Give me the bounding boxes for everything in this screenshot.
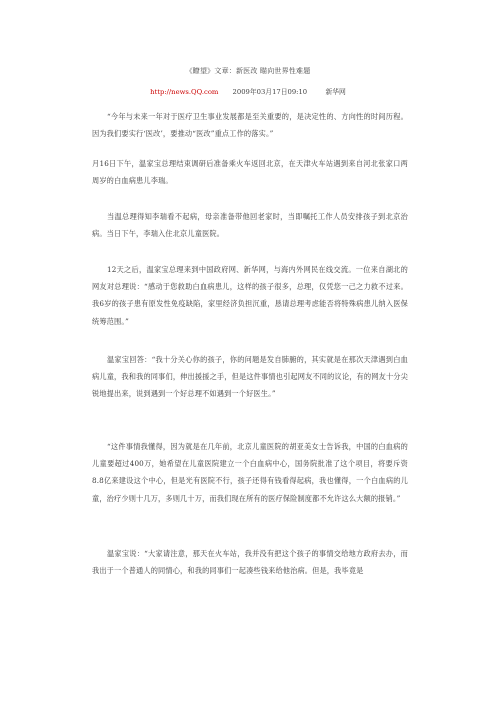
paragraph: 月16日下午，温家宝总理结束调研后准备乘火车返回北京，在天津火车站遇到来自河北张家口两周岁的白血病患儿李瑞。 xyxy=(92,159,408,186)
paragraph: 温家宝说：“大家请注意，那天在火车站，我并没有把这个孩子的事情交给地方政府去办，而我出于一个普通人的同情心，和我的同事们一起凑些钱来给他治病。但是，我毕竟是 xyxy=(92,549,408,576)
paragraph: “今年与未来一年对于医疗卫生事业发展都是至关重要的，是决定性的、方向性的时间历程。因为我们要实行‘医改’，要推动“医改”重点工作的落实。” xyxy=(92,112,408,139)
article-title: 《瞭望》文章：新医改 瞄向世界性难题 xyxy=(185,67,311,75)
article-meta xyxy=(0,86,496,96)
source-name: 新华网 xyxy=(325,88,346,96)
paragraph: 12天之后，温家宝总理来到中国政府网、新华网，与海内外网民在线交流。一位来自湖北的网友对总理说：“感动于您救助白血病患儿，这样的孩子很多，总理，仅凭您一己之力救不过来。我6岁的孩子患有原发性免疫缺陷，家里经济负担沉重，恳请总理考虑能否将特殊病患儿纳入医保统筹范围。” xyxy=(92,265,408,326)
publish-date: 2009年03月17日09:10 xyxy=(232,88,308,96)
paragraph: 当温总理得知李瑞看不起病，母亲准备带他回老家时，当即嘱托工作人员安排孩子到北京治病。当日下午，李瑞入住北京儿童医院。 xyxy=(92,212,408,239)
paragraph: “这件事情我懂得，因为就是在几年前，北京儿童医院的胡亚美女士告诉我，中国的白血病的儿童要超过400万，她希望在儿童医院建立一个白血病中心，国务院批准了这个项目，将要斥资8.8亿来建设这个中心，但是光有医院不行，孩子还得有钱看得起病，我也懂得，一个白血病的儿童，治疗少则十几万，多则几十万，而我们现在所有的医疗保险制度都不允许这么大额的报销。” xyxy=(92,442,408,503)
source-link[interactable]: http://news.QQ.com xyxy=(150,88,219,96)
paragraph: 温家宝回答：“我十分关心你的孩子，你的问题是发自肺腑的，其实就是在那次天津遇到白血病儿童，我和我的同事们，伸出援援之手，但是这件事情也引起网友不同的议论，有的网友十分尖锐地提出来，说到遇到一个好总理不如遇到一个好医生。” xyxy=(92,355,408,399)
